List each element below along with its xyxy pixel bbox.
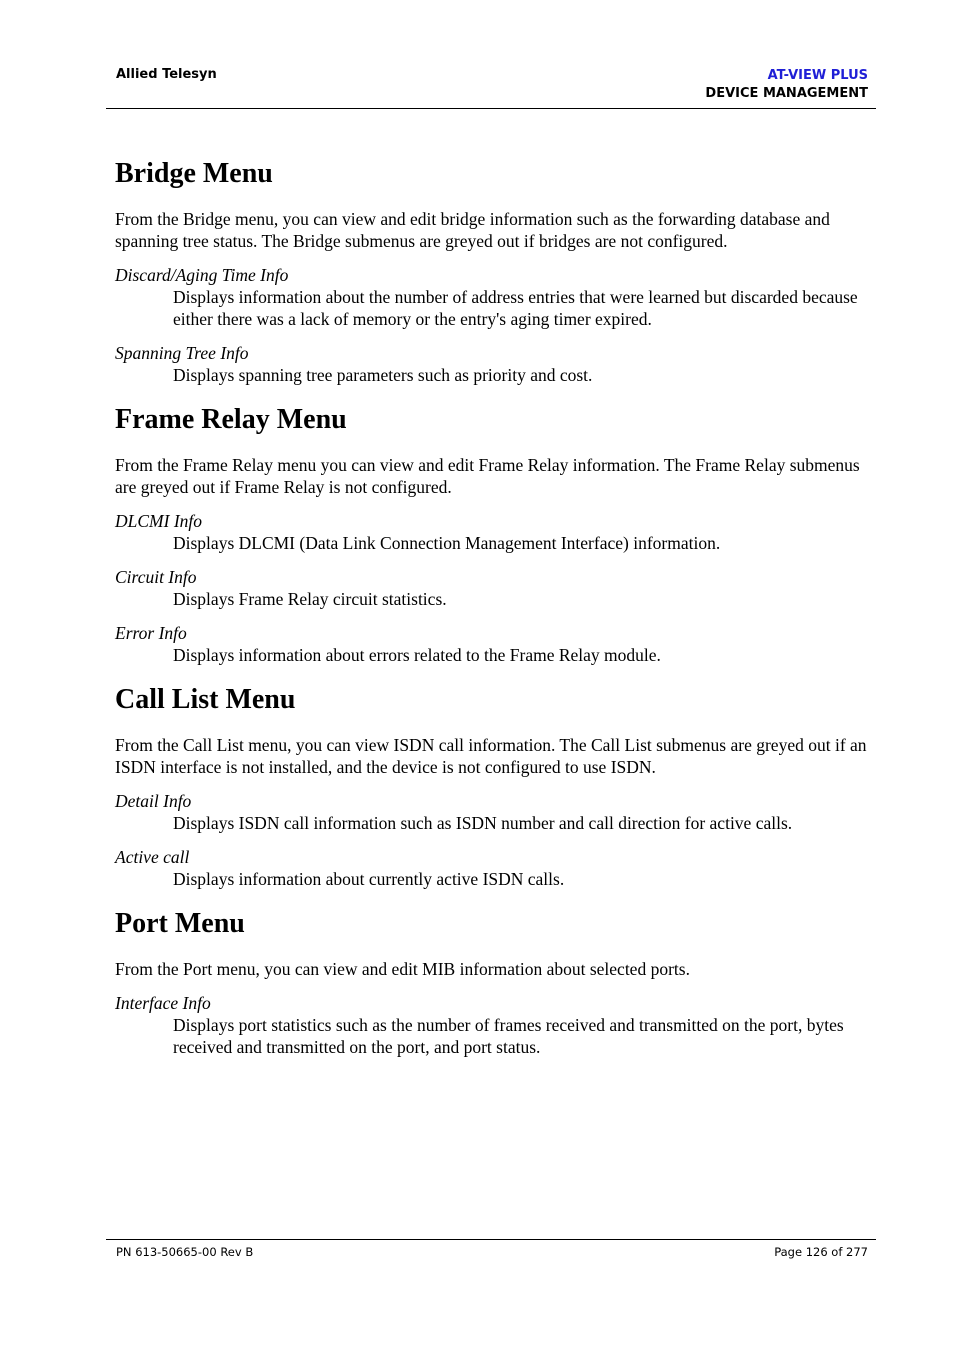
company-name: Allied Telesyn — [116, 67, 217, 82]
page-header — [106, 66, 876, 109]
menu-item-description: Displays spanning tree parameters such as priority and cost. — [173, 365, 593, 385]
menu-item-description: Displays information about errors related to the Frame Relay module. — [173, 645, 661, 665]
section-heading: Bridge Menu — [115, 158, 273, 189]
section-heading: Frame Relay Menu — [115, 404, 347, 435]
menu-item-title: Detail Info — [115, 791, 192, 811]
menu-item-title: Interface Info — [115, 993, 211, 1013]
page-content — [115, 152, 875, 1058]
menu-item-description: Displays Frame Relay circuit statistics. — [173, 589, 447, 609]
section-name: DEVICE MANAGEMENT — [705, 86, 868, 101]
page-number: Page 126 of 277 — [774, 1245, 868, 1259]
menu-item-description: Displays port statistics such as the number of frames received and transmitted on the port, bytes received and transmitted on the port, and port status. — [173, 1015, 844, 1057]
header-right — [705, 67, 868, 103]
product-name: AT-VIEW PLUS — [767, 68, 868, 83]
menu-item-description: Displays information about currently active ISDN calls. — [173, 869, 565, 889]
section-intro: From the Call List menu, you can view ISDN call information. The Call List submenus are greyed out if an ISDN interface is not installed, and the device is not configured to use ISDN. — [115, 735, 867, 777]
menu-item-title: DLCMI Info — [115, 511, 203, 531]
menu-item-title: Error Info — [115, 623, 187, 643]
section-heading: Call List Menu — [115, 684, 296, 715]
menu-item-description: Displays information about the number of address entries that were learned but discarded because either there was a lack of memory or the entry's aging timer expired. — [173, 287, 858, 329]
menu-item-title: Circuit Info — [115, 567, 197, 587]
page-footer — [106, 1239, 876, 1262]
part-number: PN 613-50665-00 Rev B — [116, 1245, 254, 1259]
section-intro: From the Port menu, you can view and edit MIB information about selected ports. — [115, 959, 690, 979]
section-intro: From the Frame Relay menu you can view and edit Frame Relay information. The Frame Relay submenus are greyed out if Frame Relay is not configured. — [115, 455, 860, 497]
menu-item-description: Displays DLCMI (Data Link Connection Management Interface) information. — [173, 533, 721, 553]
menu-item-title: Active call — [115, 847, 190, 867]
menu-item-title: Spanning Tree Info — [115, 343, 249, 363]
section-intro: From the Bridge menu, you can view and edit bridge information such as the forwarding database and spanning tree status. The Bridge submenus are greyed out if bridges are not configured. — [115, 209, 830, 251]
menu-item-description: Displays ISDN call information such as ISDN number and call direction for active calls. — [173, 813, 793, 833]
menu-item-title: Discard/Aging Time Info — [115, 265, 289, 285]
section-heading: Port Menu — [115, 908, 245, 939]
